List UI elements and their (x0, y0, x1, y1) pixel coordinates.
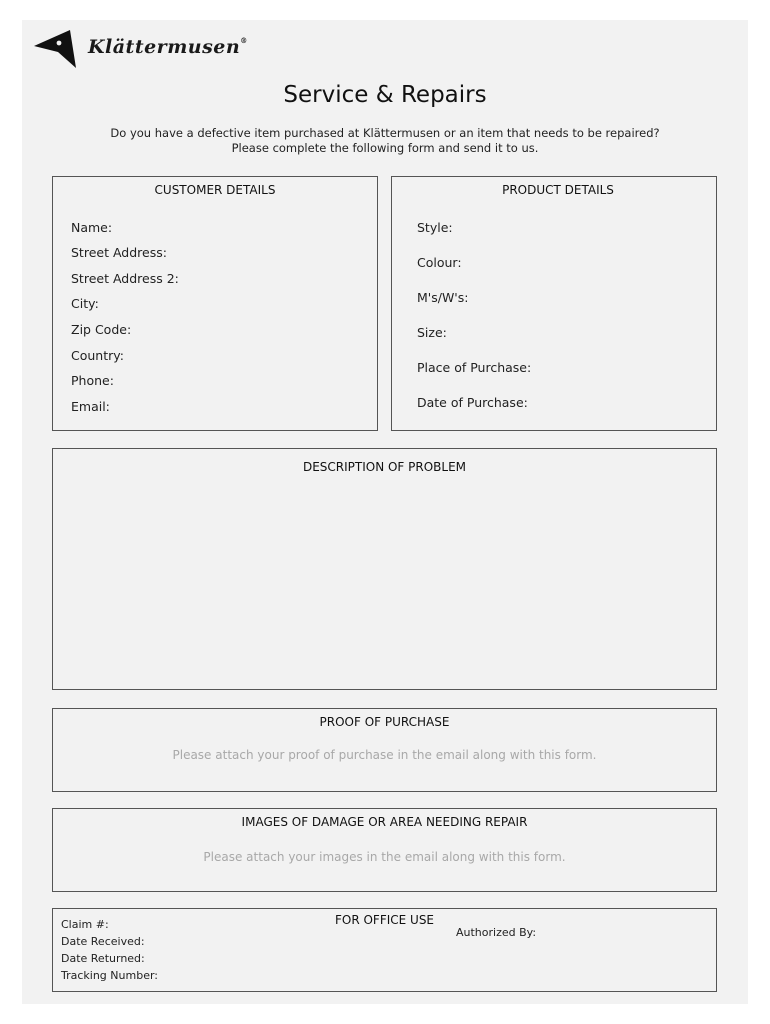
intro-text (22, 126, 748, 156)
country-field[interactable]: Country: (71, 348, 124, 363)
form-page (22, 20, 748, 1004)
colour-field[interactable]: Colour: (417, 255, 462, 270)
gender-fit-field[interactable]: M's/W's: (417, 290, 469, 305)
place-of-purchase-field[interactable]: Place of Purchase: (417, 360, 532, 375)
street-address-field[interactable]: Street Address: (71, 245, 167, 260)
intro-line-2: Please complete the following form and send it to us. (231, 141, 539, 155)
proof-of-purchase-hint: Please attach your proof of purchase in the email along with this form. (172, 748, 597, 762)
product-details-heading: PRODUCT DETAILS (502, 183, 614, 197)
claim-number-field[interactable]: Claim #: (61, 918, 109, 931)
tracking-number-field[interactable]: Tracking Number: (61, 969, 158, 982)
style-field[interactable]: Style: (417, 220, 453, 235)
office-use-heading: FOR OFFICE USE (334, 913, 435, 927)
date-returned-field[interactable]: Date Returned: (61, 952, 145, 965)
proof-of-purchase-heading: PROOF OF PURCHASE (319, 715, 450, 729)
date-received-field[interactable]: Date Received: (61, 935, 145, 948)
proof-of-purchase-box (52, 708, 717, 792)
images-heading: IMAGES OF DAMAGE OR AREA NEEDING REPAIR (241, 815, 528, 829)
zip-code-field[interactable]: Zip Code: (71, 322, 132, 337)
city-field[interactable]: City: (71, 296, 99, 311)
office-use-box (52, 908, 717, 992)
customer-details-heading: CUSTOMER DETAILS (154, 183, 276, 197)
size-field[interactable]: Size: (417, 325, 447, 340)
bird-logo-icon (32, 26, 78, 70)
email-field[interactable]: Email: (71, 399, 110, 414)
images-hint: Please attach your images in the email along with this form. (203, 850, 566, 864)
authorized-by-field[interactable]: Authorized By: (456, 926, 537, 939)
description-heading: DESCRIPTION OF PROBLEM (302, 460, 467, 474)
brand-wordmark: Klättermusen® (88, 36, 248, 58)
product-details-box (391, 176, 717, 431)
intro-line-1: Do you have a defective item purchased at Klättermusen or an item that needs to be repaired? (110, 126, 660, 140)
images-box (52, 808, 717, 892)
description-box[interactable] (52, 448, 717, 690)
customer-details-box (52, 176, 378, 431)
page-title: Service & Repairs (283, 82, 487, 108)
phone-field[interactable]: Phone: (71, 373, 114, 388)
name-field[interactable]: Name: (71, 220, 113, 235)
street-address-2-field[interactable]: Street Address 2: (71, 271, 179, 286)
date-of-purchase-field[interactable]: Date of Purchase: (417, 395, 528, 410)
